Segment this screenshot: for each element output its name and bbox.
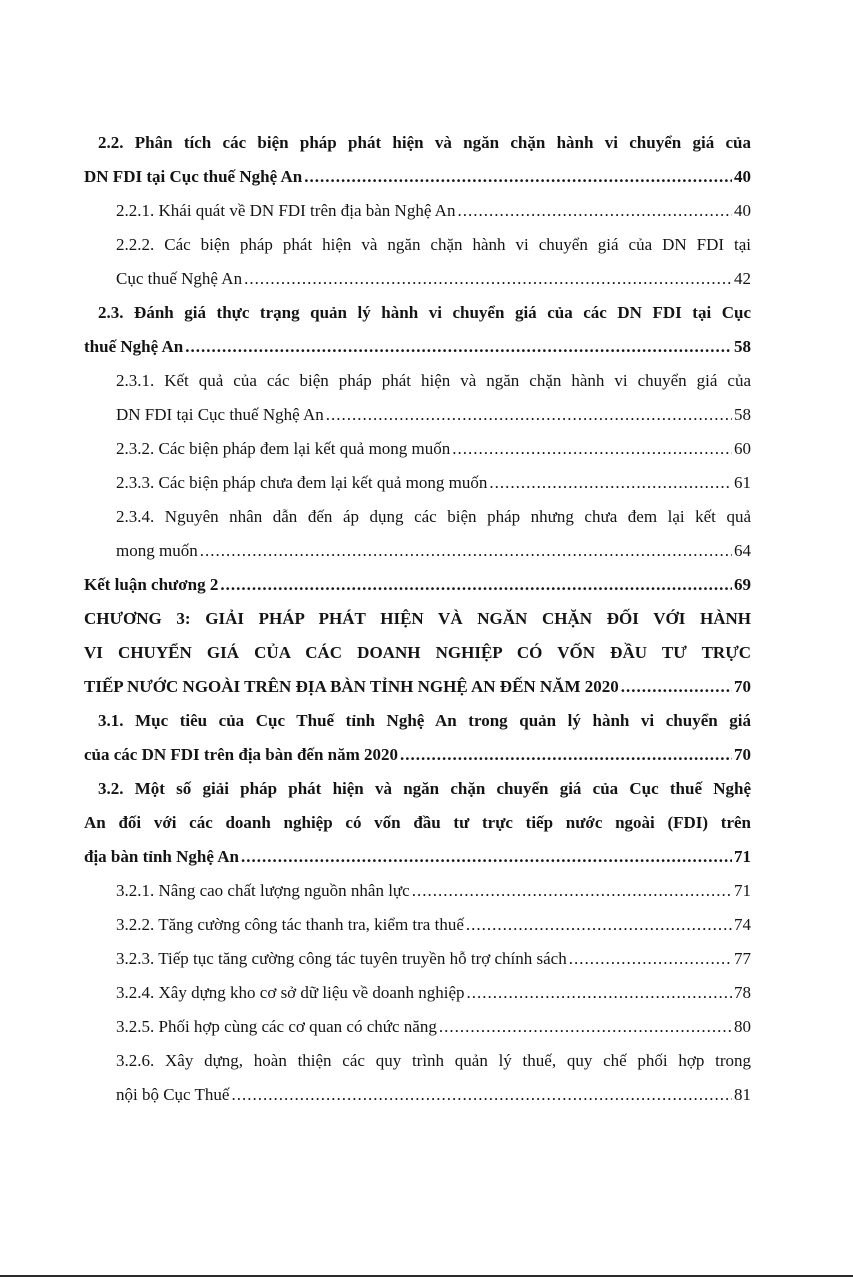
page-number: 42 xyxy=(734,269,751,288)
dot-leader xyxy=(621,670,732,704)
toc-text: 2.2. Phân tích các biện pháp phát hiện và ngăn chặn hành vi chuyển giá của xyxy=(98,133,751,152)
toc-text: 3.1. Mục tiêu của Cục Thuế tỉnh Nghệ An trong quản lý hành vi chuyển giá xyxy=(98,711,751,730)
dot-leader xyxy=(231,1078,732,1112)
page-number: 60 xyxy=(734,439,751,458)
page-number: 78 xyxy=(734,983,751,1002)
dot-leader xyxy=(241,840,732,874)
toc-text: Kết luận chương 2 xyxy=(84,575,219,594)
toc-entry-2-3-line1[interactable] xyxy=(98,296,751,330)
toc-text: thuế Nghệ An xyxy=(84,337,184,356)
page-number: 74 xyxy=(734,915,751,934)
toc-text: 2.3.2. Các biện pháp đem lại kết quả mong muốn xyxy=(116,439,451,458)
toc-entry-3-2-4[interactable] xyxy=(116,976,751,1010)
page-number: 40 xyxy=(734,201,751,220)
toc-entry-2-2-2-line1[interactable] xyxy=(116,228,751,262)
toc-text: 3.2.2. Tăng cường công tác thanh tra, kiểm tra thuế xyxy=(116,915,464,934)
toc-entry-3-2-6-line1[interactable] xyxy=(116,1044,751,1078)
toc-text: mong muốn xyxy=(116,541,198,560)
toc-entry-3-2-5[interactable] xyxy=(116,1010,751,1044)
page-number: 77 xyxy=(734,949,751,968)
toc-text: An đối với các doanh nghiệp có vốn đầu tư trực tiếp nước ngoài (FDI) trên xyxy=(84,813,751,832)
page-number: 58 xyxy=(734,337,751,356)
toc-text: 3.2.1. Nâng cao chất lượng nguồn nhân lực xyxy=(116,881,410,900)
page-number: 71 xyxy=(734,881,751,900)
toc-entry-3-1-line1[interactable] xyxy=(98,704,751,738)
toc-text: 3.2. Một số giải pháp phát hiện và ngăn chặn chuyển giá của Cục thuế Nghệ xyxy=(98,779,751,798)
toc-text: 3.2.6. Xây dựng, hoàn thiện các quy trình quản lý thuế, quy chế phối hợp trong xyxy=(116,1051,751,1070)
page-number: 71 xyxy=(734,847,751,866)
toc-text: 2.2.2. Các biện pháp phát hiện và ngăn chặn hành vi chuyển giá của DN FDI tại xyxy=(116,235,751,254)
dot-leader xyxy=(466,908,732,942)
page-number: 61 xyxy=(734,473,751,492)
dot-leader xyxy=(185,330,732,364)
toc-entry-3-2-6-line2[interactable] xyxy=(116,1078,751,1112)
toc-text: Cục thuế Nghệ An xyxy=(116,269,243,288)
page-number: 70 xyxy=(734,677,751,696)
dot-leader xyxy=(412,874,732,908)
toc-entry-chapter-3-line1[interactable] xyxy=(84,602,751,636)
toc-text: DN FDI tại Cục thuế Nghệ An xyxy=(84,167,303,186)
dot-leader xyxy=(326,398,732,432)
dot-leader xyxy=(439,1010,732,1044)
toc-entry-2-3-4-line2[interactable] xyxy=(116,534,751,568)
toc-entry-3-1-line2[interactable] xyxy=(84,738,751,772)
toc-text: 3.2.3. Tiếp tục tăng cường công tác tuyên truyền hỗ trợ chính sách xyxy=(116,949,567,968)
toc-text: 3.2.5. Phối hợp cùng các cơ quan có chức năng xyxy=(116,1017,437,1036)
toc-entry-3-2-1[interactable] xyxy=(116,874,751,908)
dot-leader xyxy=(457,194,732,228)
toc-text: DN FDI tại Cục thuế Nghệ An xyxy=(116,405,324,424)
toc-text: 2.3.4. Nguyên nhân dẫn đến áp dụng các biện pháp nhưng chưa đem lại kết quả xyxy=(116,507,751,526)
toc-entry-2-2-line1[interactable] xyxy=(98,126,751,160)
dot-leader xyxy=(220,568,732,602)
page-number: 81 xyxy=(734,1085,751,1104)
toc-text: CHƯƠNG 3: GIẢI PHÁP PHÁT HIỆN VÀ NGĂN CHẶN ĐỐI VỚI HÀNH xyxy=(84,609,751,628)
dot-leader xyxy=(452,432,732,466)
dot-leader xyxy=(400,738,732,772)
page-number: 64 xyxy=(734,541,751,560)
toc-text: địa bàn tỉnh Nghệ An xyxy=(84,847,239,866)
toc-text: VI CHUYỂN GIÁ CỦA CÁC DOANH NGHIỆP CÓ VỐN ĐẦU TƯ TRỰC xyxy=(84,643,751,662)
toc-text: 2.3. Đánh giá thực trạng quản lý hành vi chuyển giá của các DN FDI tại Cục xyxy=(98,303,751,322)
dot-leader xyxy=(304,160,732,194)
page-number: 70 xyxy=(734,745,751,764)
toc-text: 2.3.1. Kết quả của các biện pháp phát hiện và ngăn chặn hành vi chuyển giá của xyxy=(116,371,751,390)
dot-leader xyxy=(489,466,732,500)
toc-entry-2-2-2-line2[interactable] xyxy=(116,262,751,296)
toc-entry-2-3-line2[interactable] xyxy=(84,330,751,364)
toc-entry-chapter-3-line3[interactable] xyxy=(84,670,751,704)
toc-entry-2-3-4-line1[interactable] xyxy=(116,500,751,534)
page-number: 80 xyxy=(734,1017,751,1036)
toc-text: 2.3.3. Các biện pháp chưa đem lại kết quả mong muốn xyxy=(116,473,488,492)
dot-leader xyxy=(200,534,732,568)
dot-leader xyxy=(569,942,732,976)
page-number: 58 xyxy=(734,405,751,424)
dot-leader xyxy=(467,976,733,1010)
toc-entry-chapter-3-line2[interactable] xyxy=(84,636,751,670)
toc-text: 3.2.4. Xây dựng kho cơ sở dữ liệu về doanh nghiệp xyxy=(116,983,465,1002)
toc-text: TIẾP NƯỚC NGOÀI TRÊN ĐỊA BÀN TỈNH NGHỆ AN ĐẾN NĂM 2020 xyxy=(84,677,619,696)
page-number: 40 xyxy=(734,167,751,186)
toc-text: của các DN FDI trên địa bàn đến năm 2020 xyxy=(84,745,399,764)
page-bottom-edge xyxy=(0,1275,853,1277)
toc-entry-conclusion-2[interactable] xyxy=(84,568,751,602)
toc-text: nội bộ Cục Thuế xyxy=(116,1085,230,1104)
dot-leader xyxy=(244,262,732,296)
page-number: 69 xyxy=(734,575,751,594)
toc-entry-3-2-line2[interactable] xyxy=(84,806,751,840)
toc-entry-2-3-1-line1[interactable] xyxy=(116,364,751,398)
toc-entry-2-2-1[interactable] xyxy=(116,194,751,228)
toc-entry-3-2-2[interactable] xyxy=(116,908,751,942)
toc-entry-2-3-2[interactable] xyxy=(116,432,751,466)
toc-entry-3-2-line1[interactable] xyxy=(98,772,751,806)
toc-text: 2.2.1. Khái quát về DN FDI trên địa bàn Nghệ An xyxy=(116,201,456,220)
toc-entry-2-2-line2[interactable] xyxy=(84,160,751,194)
toc-entry-2-3-3[interactable] xyxy=(116,466,751,500)
toc-entry-3-2-line3[interactable] xyxy=(84,840,751,874)
toc-entry-3-2-3[interactable] xyxy=(116,942,751,976)
toc-entry-2-3-1-line2[interactable] xyxy=(116,398,751,432)
